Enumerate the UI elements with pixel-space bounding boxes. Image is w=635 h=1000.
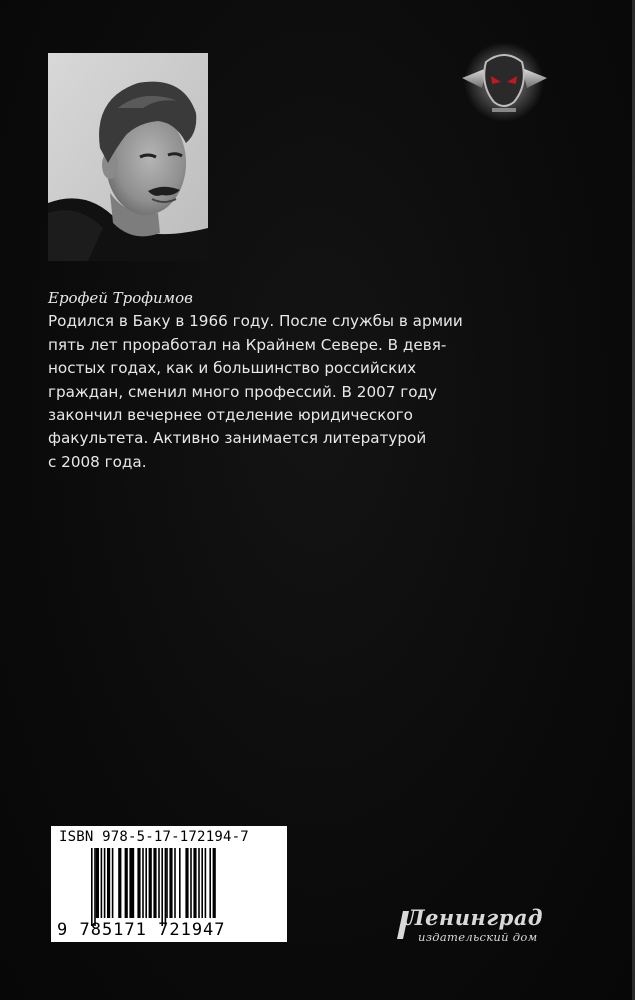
author-name: Ерофей Трофимов — [48, 289, 193, 307]
isbn-barcode — [51, 826, 287, 942]
bio-line: пять лет проработал на Крайнем Севере. В девя- — [48, 335, 447, 354]
barcode-bars — [91, 848, 279, 926]
bio-line: Родился в Баку в 1966 году. После службы в армии — [48, 312, 463, 331]
isbn-text: ISBN 978-5-17-172194-7 — [59, 829, 249, 845]
bio-text — [48, 310, 488, 474]
bio-line: с 2008 года. — [48, 452, 147, 471]
bio-line: факультета. Активно занимается литературой — [48, 429, 427, 448]
publisher-logo — [400, 905, 565, 950]
publisher-subtitle: издательский дом — [418, 930, 538, 944]
bio-line: граждан, сменил много профессий. В 2007 году — [48, 382, 438, 401]
ean-digits: 9 785171 721947 — [57, 920, 226, 940]
bio-line: закончил вечернее отделение юридического — [48, 406, 413, 425]
mask-emblem-icon — [452, 40, 557, 130]
publisher-name: Ленинград — [406, 905, 544, 930]
author-photo — [48, 53, 208, 261]
author-bio — [48, 287, 488, 474]
bio-line: ностых годах, как и большинство российских — [48, 359, 417, 378]
